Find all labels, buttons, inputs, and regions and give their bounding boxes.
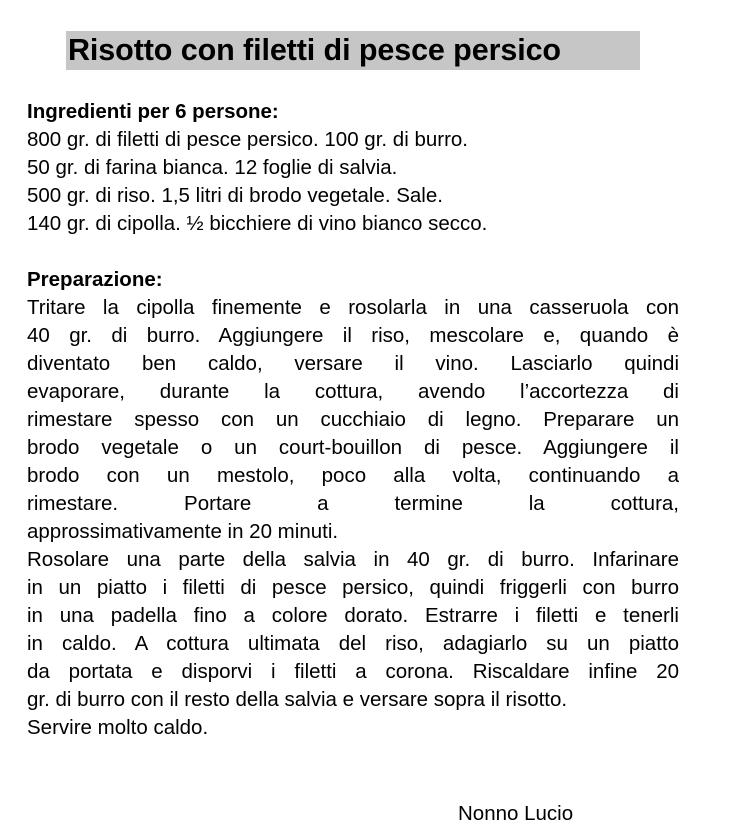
recipe-title xyxy=(66,31,640,70)
preparation-line: rimestare. Portare a termine la cottura, xyxy=(27,492,679,515)
ingredient-line: 500 gr. di riso. 1,5 litri di brodo vegetale. Sale. xyxy=(27,184,443,207)
preparation-line: brodo vegetale o un court-bouillon di pesce. Aggiungere il xyxy=(27,436,679,459)
preparation-paragraph-2 xyxy=(27,546,679,742)
preparation-line: evaporare, durante la cottura, avendo l’accortezza di xyxy=(27,380,679,403)
preparation-line: diventato ben caldo, versare il vino. Lasciarlo quindi xyxy=(27,352,679,375)
preparation-line: approssimativamente in 20 minuti. xyxy=(27,520,339,543)
preparation-line: in un piatto i filetti di pesce persico, quindi friggerli con burro xyxy=(27,576,679,599)
preparation-heading: Preparazione: xyxy=(27,268,163,291)
preparation-section xyxy=(27,266,679,742)
preparation-line: in una padella fino a colore dorato. Estrarre i filetti e tenerli xyxy=(27,604,679,627)
ingredients-section xyxy=(27,98,679,238)
preparation-paragraph-1 xyxy=(27,294,679,546)
ingredient-line: 800 gr. di filetti di pesce persico. 100 gr. di burro. xyxy=(27,128,469,151)
preparation-line: Tritare la cipolla finemente e rosolarla in una casseruola con xyxy=(27,296,679,319)
preparation-line: 40 gr. di burro. Aggiungere il riso, mescolare e, quando è xyxy=(27,324,679,347)
preparation-line: Rosolare una parte della salvia in 40 gr. di burro. Infarinare xyxy=(27,548,679,571)
preparation-line: da portata e disporvi i filetti a corona. Riscaldare infine 20 xyxy=(27,660,679,683)
preparation-line: rimestare spesso con un cucchiaio di legno. Preparare un xyxy=(27,408,679,431)
preparation-line: Servire molto caldo. xyxy=(27,716,209,739)
ingredient-line: 140 gr. di cipolla. ½ bicchiere di vino bianco secco. xyxy=(27,212,488,235)
preparation-line: gr. di burro con il resto della salvia e versare sopra il risotto. xyxy=(27,688,568,711)
preparation-line: in caldo. A cottura ultimata del riso, adagiarlo su un piatto xyxy=(27,632,679,655)
ingredient-line: 50 gr. di farina bianca. 12 foglie di salvia. xyxy=(27,156,398,179)
signature: Nonno Lucio xyxy=(458,802,574,825)
preparation-line: brodo con un mestolo, poco alla volta, continuando a xyxy=(27,464,679,487)
recipe-title-text: Risotto con filetti di pesce persico xyxy=(68,33,561,67)
ingredients-heading: Ingredienti per 6 persone: xyxy=(27,100,279,123)
